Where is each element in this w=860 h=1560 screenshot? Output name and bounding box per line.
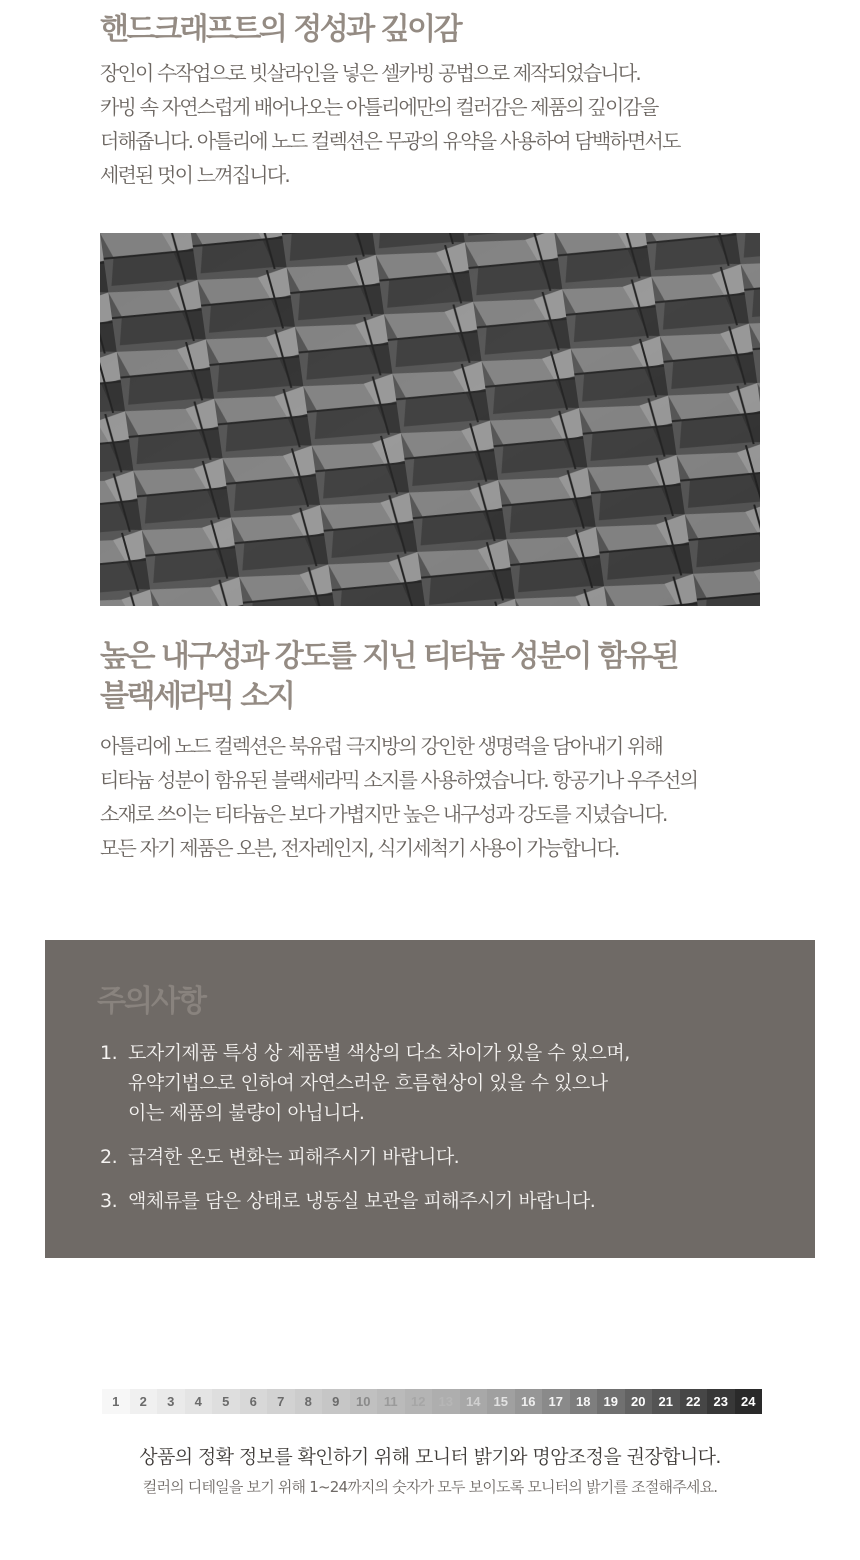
brightness-swatch: 14: [460, 1389, 488, 1414]
brightness-swatch: 11: [377, 1389, 405, 1414]
brightness-swatch: 12: [405, 1389, 433, 1414]
item-text-line: 급격한 온도 변화는 피해주시기 바랍니다.: [128, 1146, 460, 1168]
description-line: 티타늄 성분이 함유된 블랙세라믹 소지를 사용하였습니다. 항공기나 우주선의: [100, 768, 698, 792]
item-text-line: 유약기법으로 인하여 자연스러운 흐름현상이 있을 수 있으나: [128, 1072, 608, 1094]
description-line: 아틀리에 노드 컬렉션은 북유럽 극지방의 강인한 생명력을 담아내기 위해: [100, 734, 663, 758]
section-title: [100, 637, 760, 717]
monitor-notice: 상품의 정확 정보를 확인하기 위해 모니터 밝기와 명암조정을 권장합니다.: [139, 1446, 721, 1468]
brightness-swatch: 15: [487, 1389, 515, 1414]
title-line: 블랙세라믹 소지: [100, 679, 294, 714]
brightness-swatch: 8: [295, 1389, 323, 1414]
brightness-scale: [102, 1389, 762, 1414]
section-title: 핸드크래프트의 정성과 깊이감: [100, 12, 461, 47]
item-number: 3.: [100, 1190, 118, 1212]
brightness-swatch: 18: [570, 1389, 598, 1414]
section-black-ceramic: [100, 637, 760, 865]
caution-list: [100, 1038, 780, 1230]
brightness-swatch: 1: [102, 1389, 130, 1414]
brightness-swatch: 5: [212, 1389, 240, 1414]
brightness-swatch: 17: [542, 1389, 570, 1414]
brightness-swatch: 22: [680, 1389, 708, 1414]
brightness-swatch: 23: [707, 1389, 735, 1414]
item-text-line: 도자기제품 특성 상 제품별 색상의 다소 차이가 있을 수 있으며,: [128, 1042, 630, 1064]
caution-item: [100, 1142, 780, 1172]
brightness-swatch: 9: [322, 1389, 350, 1414]
item-text-line: 이는 제품의 불량이 아닙니다.: [128, 1102, 365, 1124]
description-line: 장인이 수작업으로 빗살라인을 넣은 셀카빙 공법으로 제작되었습니다.: [100, 61, 640, 85]
section-craftsmanship: [100, 10, 760, 192]
brightness-swatch: 24: [735, 1389, 763, 1414]
monitor-notice-sub: 컬러의 디테일을 보기 위해 1~24까지의 숫자가 모두 보이도록 모니터의 밝기를 조절해주세요.: [142, 1478, 718, 1496]
brightness-swatch: 10: [350, 1389, 378, 1414]
caution-item: [100, 1186, 780, 1216]
description-line: 소재로 쓰이는 티타늄은 보다 가볍지만 높은 내구성과 강도를 지녔습니다.: [100, 802, 667, 826]
description-line: 카빙 속 자연스럽게 배어나오는 아틀리에만의 컬러감은 제품의 깊이감을: [100, 95, 658, 119]
title-line: 높은 내구성과 강도를 지닌 티타늄 성분이 함유된: [100, 639, 678, 674]
description-line: 모든 자기 제품은 오븐, 전자레인지, 식기세척기 사용이 가능합니다.: [100, 836, 619, 860]
brightness-swatch: 21: [652, 1389, 680, 1414]
brightness-swatch: 13: [432, 1389, 460, 1414]
brightness-swatch: 3: [157, 1389, 185, 1414]
item-number: 1.: [100, 1042, 118, 1064]
section-description: [100, 729, 760, 865]
brightness-swatch: 4: [185, 1389, 213, 1414]
brightness-swatch: 2: [130, 1389, 158, 1414]
item-number: 2.: [100, 1146, 118, 1168]
brightness-swatch: 19: [597, 1389, 625, 1414]
item-text-line: 액체류를 담은 상태로 냉동실 보관을 피해주시기 바랍니다.: [128, 1190, 596, 1212]
description-line: 세련된 멋이 느껴집니다.: [100, 163, 289, 187]
section-description: [100, 56, 760, 192]
caution-item: [100, 1038, 780, 1128]
caution-title: 주의사항: [97, 984, 205, 1019]
brightness-swatch: 20: [625, 1389, 653, 1414]
brightness-swatch: 6: [240, 1389, 268, 1414]
description-line: 더해줍니다. 아틀리에 노드 컬렉션은 무광의 유약을 사용하여 담백하면서도: [100, 129, 680, 153]
brightness-swatch: 7: [267, 1389, 295, 1414]
caution-box: [45, 940, 815, 1258]
rock-texture-image: [100, 233, 760, 606]
brightness-swatch: 16: [515, 1389, 543, 1414]
